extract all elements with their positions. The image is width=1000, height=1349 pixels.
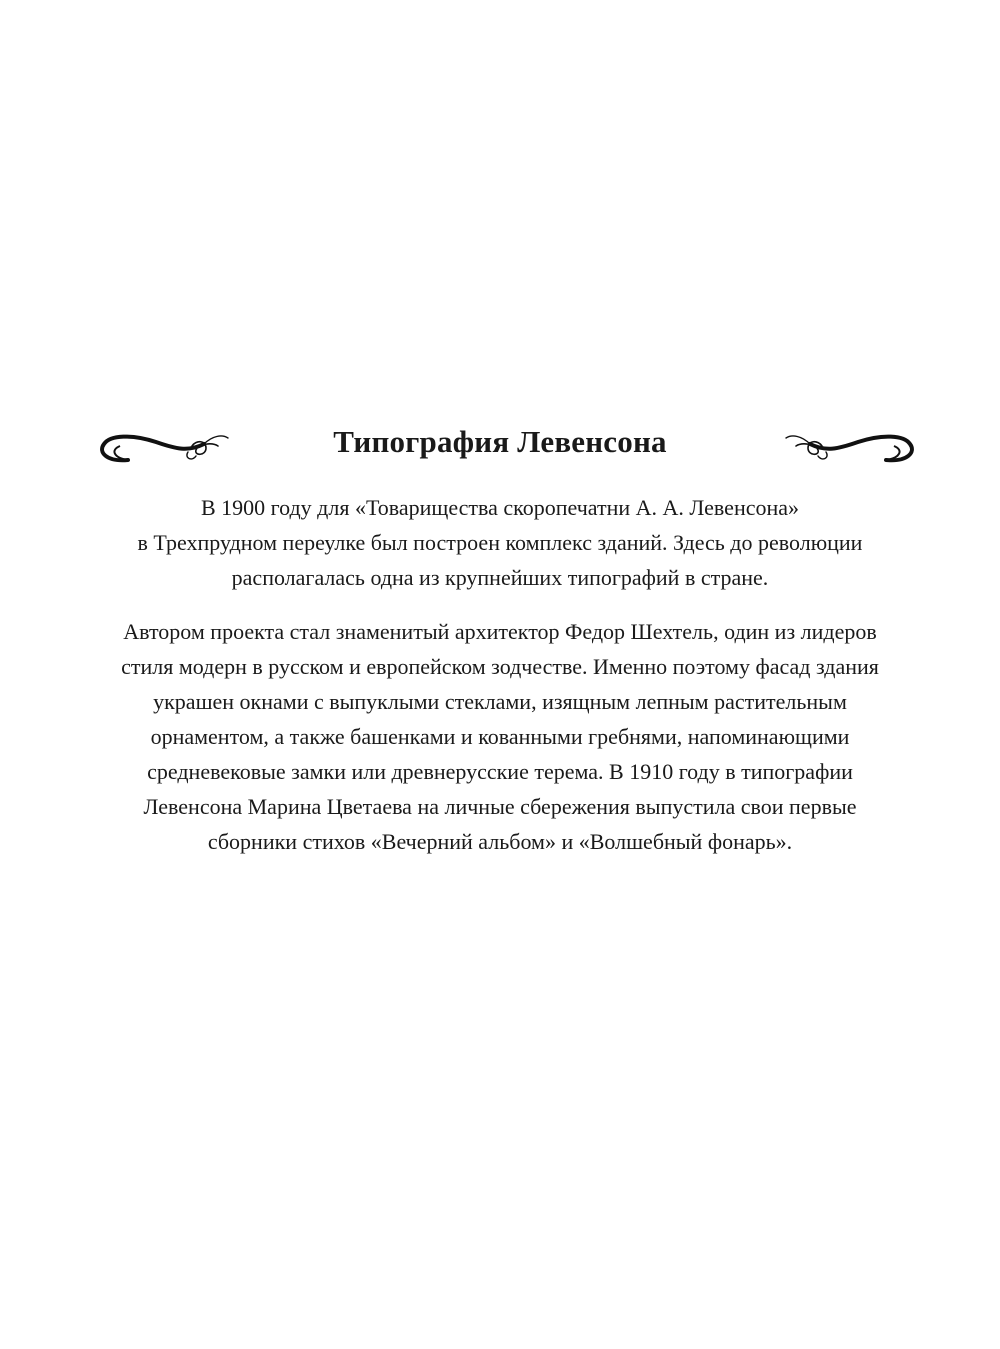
- text-line: располагалась одна из крупнейших типографий в стране.: [231, 565, 769, 590]
- text-line: сборники стихов «Вечерний альбом» и «Волшебный фонарь».: [207, 829, 793, 854]
- text-line: в Трехпрудном переулке был построен комплекс зданий. Здесь до революции: [137, 530, 863, 555]
- article-body: [70, 490, 930, 859]
- paragraph-architecture: [70, 614, 930, 859]
- text-line: орнаментом, а также башенками и кованными гребнями, напоминающими: [150, 724, 850, 749]
- page-title: Типография Левенсона: [333, 424, 667, 459]
- section-header: [0, 418, 1000, 478]
- text-line: украшен окнами с выпуклыми стеклами, изящным лепным растительным: [153, 689, 847, 714]
- text-line: Автором проекта стал знаменитый архитектор Федор Шехтель, один из лидеров: [123, 619, 877, 644]
- text-line: В 1900 году для «Товарищества скоропечатни А. А. Левенсона»: [200, 495, 800, 520]
- text-line: Левенсона Марина Цветаева на личные сбережения выпустила свои первые: [143, 794, 857, 819]
- text-line: средневековые замки или древнерусские терема. В 1910 году в типографии: [147, 759, 853, 784]
- paragraph-intro: [70, 490, 930, 595]
- flourish-right-icon: [782, 422, 922, 466]
- text-line: стиля модерн в русском и европейском зодчестве. Именно поэтому фасад здания: [121, 654, 879, 679]
